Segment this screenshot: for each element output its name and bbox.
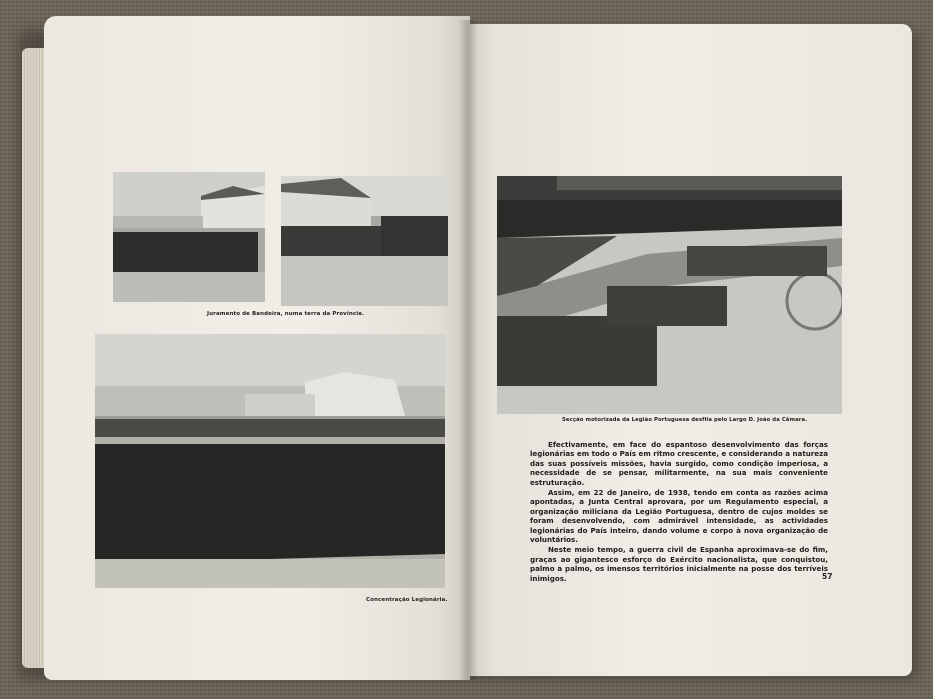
photo-motorized-section (497, 176, 842, 414)
page-number: 57 (822, 572, 833, 581)
book-gutter (458, 20, 478, 680)
paragraph-2: Assim, em 22 de Janeiro, de 1938, tendo em conta as razões acima apontadas, a Junta Central aprovara, por um Regulamento especial, a organização miliciana da Legião Portuguesa, dentro de cujos moldes se foram desenvolvendo, com admirável intensidade, as actividades legionárias do País inteiro, dando volume e corpo à nova organização de voluntários. (530, 488, 828, 545)
caption-legion-concentration: Concentração Legionária. (366, 597, 448, 603)
photo-oath-ceremony-left (113, 172, 265, 302)
photo-legion-concentration (95, 334, 445, 588)
photo-oath-ceremony-right (281, 176, 448, 306)
paragraph-3: Neste meio tempo, a guerra civil de Espanha aproximava-se do fim, graças ao gigantesco esforço do Exército nacionalista, que conquistou, palmo a palmo, os imensos territórios inicialmente na posse dos terríveis inimigos. (530, 545, 828, 583)
paragraph-1: Efectivamente, em face do espantoso desenvolvimento das forças legionárias em todo o País em ritmo crescente, e considerando a natureza das suas possíveis missões, havia surgido, como condição imperiosa, a necessidade de se pensar, militarmente, na sua mais conveniente estruturação. (530, 440, 828, 487)
body-text (530, 440, 828, 584)
caption-motorized-section: Secção motorizada da Legião Portuguesa desfila pelo Largo D. João da Câmara. (562, 417, 808, 423)
caption-oath-ceremony: Juramento de Bandeira, numa terra da Província. (207, 311, 365, 317)
